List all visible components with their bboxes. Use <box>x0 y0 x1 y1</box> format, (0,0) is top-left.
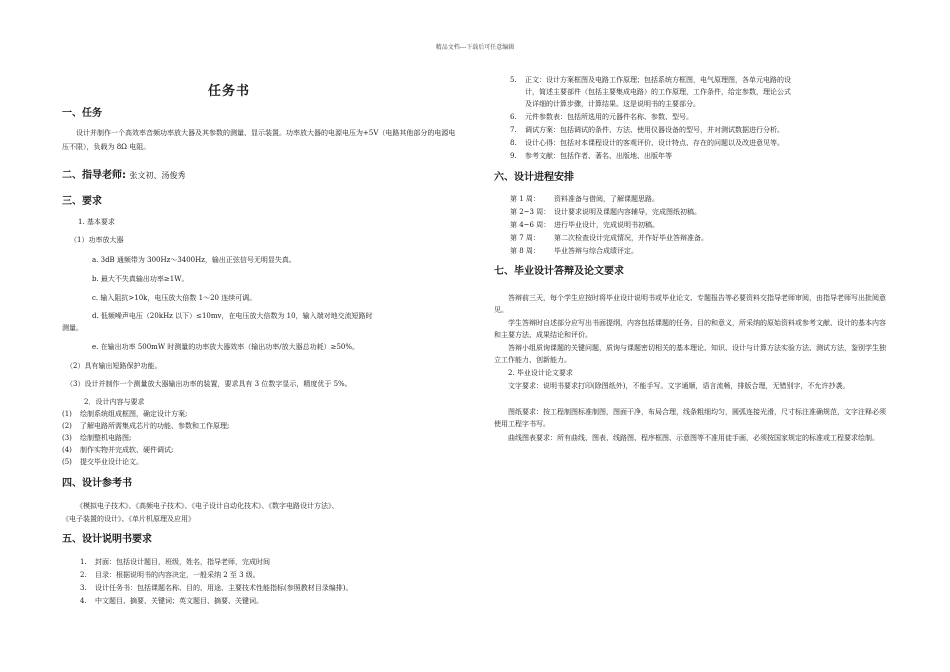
schedule-row-1: 第 1 周： 资料准备与借阅，了解课题思路。 <box>510 195 659 203</box>
section-2-title: 二、指导老师 <box>62 170 122 181</box>
manual-item-5-line2: 计，简述主要部件（包括主要集成电路）的工作原理，工作条件，给定参数，理论公式 <box>525 88 791 96</box>
req-item-2: （2）具有输出短路保护功能。 <box>66 362 162 370</box>
section-2-heading: 二、指导老师: 张文初、汤俊秀 <box>62 170 186 181</box>
schedule-row-3: 第 4~6 周： 进行毕业设计，完成说明书初稿。 <box>510 221 659 229</box>
teacher-names: 张文初、汤俊秀 <box>129 171 186 180</box>
req-d-line2: 测量。 <box>62 324 83 332</box>
manual-item-7: 7. 调试方案：包括调试的条件、方法、使用仪器设备的型号，并对测试数据进行分析。 <box>510 126 784 134</box>
section-5-heading: 五、设计说明书要求 <box>62 534 152 545</box>
schedule-row-4: 第 7 周： 第二次检查设计完成情况，并作好毕业答辩准备。 <box>510 234 708 242</box>
req-d-line1: d. 低频噪声电压（20kHz 以下）≤10mv，在电压放大倍数为 10，输入端对地交流短路时 <box>92 312 373 320</box>
req-a: a. 3dB 通频带为 300Hz～3400Hz，输出正弦信号无明显失真。 <box>92 256 296 264</box>
reference-books-line2: 《电子装置的设计》、《单片机原理及应用》 <box>62 515 195 523</box>
thesis-requirements-label: 2. 毕业设计论文要求 <box>508 369 573 377</box>
section-3-heading: 三、要求 <box>62 196 102 207</box>
manual-item-4: 4. 中文题目、摘要、关键词；英文题目、摘要、关键词。 <box>80 597 263 605</box>
section-6-heading: 六、设计进程安排 <box>494 172 574 183</box>
section-4-heading: 四、设计参考书 <box>62 478 132 489</box>
schedule-row-2: 第 2~3 周： 设计要求说明及课题内容辅导，完成图纸初稿。 <box>510 208 701 216</box>
design-content-label: 2．设计内容与要求 <box>84 398 145 406</box>
manual-item-6: 6. 元件参数表：包括所选用的元器件名称、参数、型号。 <box>510 113 693 121</box>
basic-requirements-label: 1. 基本要求 <box>78 218 115 226</box>
document-title: 任务书 <box>208 84 251 99</box>
manual-item-2: 2. 目录：根据说明书的内容决定，一般采纳 2 至 3 级。 <box>80 571 260 579</box>
manual-item-3: 3. 设计任务书：包括课题名称、目的、用途、主要技术性能指标(参照教材目录编排)。 <box>80 584 353 592</box>
section-1-heading: 一、任务 <box>62 108 102 119</box>
schedule-row-5: 第 8 周： 毕业答辩与综合成绩评定。 <box>510 247 638 255</box>
text-requirements: 文字要求：说明书要求打印(除图纸外)，不能手写。文字通顺，语言流畅，排版合理，无错别字，不允许抄袭。 <box>508 382 850 390</box>
defense-para-3: 答辩小组质询课题的关键问题，质询与课题密切相关的基本理论、知识、设计与计算方法实验方法、测试方法，鉴别学生独立工作能力、创新能力。 <box>494 344 886 364</box>
power-amp-label: （1）功率放大器 <box>70 236 124 244</box>
design-list-1: (1) 绘制系统组成框图，确定设计方案; <box>62 410 188 418</box>
page-header: 精品文档---下载后可任意编辑 <box>435 44 515 51</box>
design-list-2: (2) 了解电路所需集成芯片的功能、参数和工作原理; <box>62 422 230 430</box>
manual-item-8: 8. 设计心得：包括对本课程设计的客观评价、设计特点、存在的问题以及改进意见等。 <box>510 139 784 147</box>
design-list-4: (4) 制作实物并完成软、硬件调试; <box>62 446 174 454</box>
req-e: e. 在输出功率 500mW 时测量的功率放大器效率（输出功率/放大器总功耗）≥50%。 <box>92 343 360 351</box>
drawing-requirements: 图纸要求：按工程制图标准制图，图面干净，布局合理，线条粗细均匀，圆弧连接光滑，尺寸标注准确规范，文字注释必须使用工程字书写。 <box>494 408 886 428</box>
manual-item-5-line1: 5. 正文：设计方案框图及电路工作原理；包括系统方框图，电气原理图，各单元电路的设 <box>510 76 791 84</box>
defense-para-1: 答辩前三天，每个学生应按时将毕业设计说明书或毕业论文、专题报告等必要资料交指导老师审阅，由指导老师写出批阅意见。 <box>494 294 886 314</box>
req-c: c. 输入阻抗>10k，电压放大倍数 1～20 连续可调。 <box>92 294 257 302</box>
chart-requirements: 曲线图表要求：所有曲线、图表、线路图、程序框图、示意图等不准用徒手画，必须按国家规定的标准或工程要求绘制。 <box>508 434 879 442</box>
section-1-body: 设计并制作一个高效率音频功率放大器及其参数的测量、显示装置。功率放大器的电源电压为+5V（电路其他部分的电源电压不限），负载为 8Ω 电阻。 <box>62 129 456 151</box>
section-7-heading: 七、毕业设计答辩及论文要求 <box>494 266 624 277</box>
design-list-3: (3) 绘制整机电路图; <box>62 434 132 442</box>
design-list-5: (5) 提交毕业设计论文。 <box>62 458 143 466</box>
manual-item-5-line3: 及详细的计算步骤，计算结果。这是说明书的主要部分。 <box>525 100 700 108</box>
defense-para-2: 学生答辩时自述部分应写出书面提纲，内容包括课题的任务、目的和意义，所采纳的原始资料或参考文献、设计的基本内容和主要方法、成果结论和评价。 <box>494 319 886 339</box>
req-b: b. 最大不失真输出功率≥1W。 <box>92 275 189 283</box>
manual-item-1: 1. 封面：包括设计题目，班级，姓名，指导老师，完成时间 <box>80 558 270 566</box>
manual-item-9: 9. 参考文献：包括作者、著名、出版地、出版年等 <box>510 152 672 160</box>
req-item-3: （3）设计并制作一个测量放大器输出功率的装置，要求具有 3 位数字显示，精度优于 5%。 <box>66 380 352 388</box>
reference-books-line1: 《模拟电子技术》、《高频电子技术》、《电子设计自动化技术》、《数字电路设计方法》、 <box>76 502 339 510</box>
